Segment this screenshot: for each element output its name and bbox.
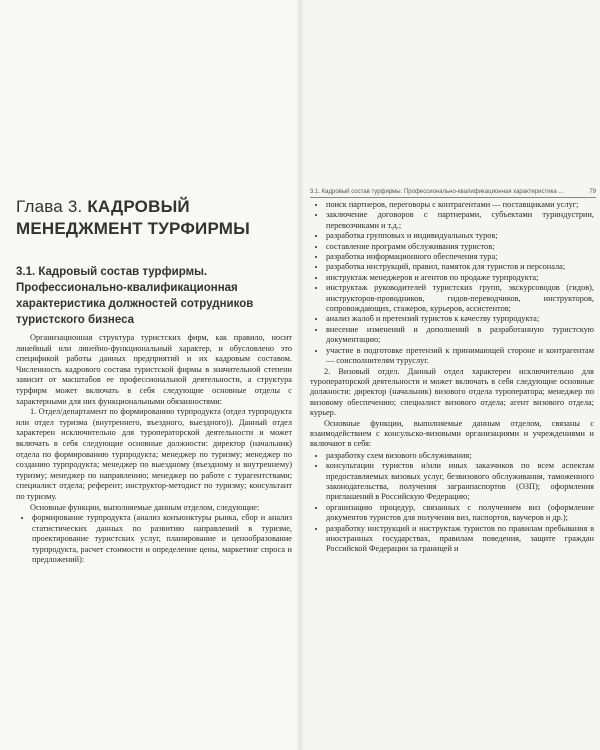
list-item: • инструктаж менеджеров и агентов по продаже турпродукта; — [326, 273, 594, 283]
list-item: • участие в подготовке претензий к принимающей стороне и контрагентам — соисполнителям туруслуг. — [326, 346, 594, 367]
chapter-title — [16, 196, 292, 240]
book-gutter — [296, 0, 304, 750]
chapter-heading: КАДРОВЫЙ МЕНЕДЖМЕНТ ТУРФИРМЫ — [16, 197, 250, 238]
section-title-line: 3.1. Кадровый состав турфирмы. — [16, 266, 208, 278]
list-item: • поиск партнеров, переговоры с контрагентами — поставщиками услуг; — [326, 200, 594, 210]
page-number: 79 — [589, 189, 596, 195]
list-item: • консультации туристов и/или иных заказчиков по всем аспектам предоставляемых визовых услуг, безвизового обслуживания, таможенного законодательства, получения загранпаспортов (ОЗП); оформления приглашений в Российскую Федерацию; — [326, 461, 594, 503]
section-title-line: характеристика должностей сотрудников — [16, 298, 254, 310]
list-item: • заключение договоров с партнерами, субъектами туриндустрии, перевозчиками и т.д.; — [326, 210, 594, 231]
paragraph: Организационная структура туристских фирм, как правило, носит линейный или линейно-функциональный характер, и обусловлено это спецификой работы данных предприятий и их кадровым составом. Численность кадрового состава туристской фирмы в значительной степени зависит от масштабов ее профессиональной деятельности, а структура турфирм может включать в себя следующие основные отделы с характерными для них функциональными обязанностями: — [16, 333, 292, 406]
left-body-text — [16, 333, 292, 566]
right-body-text — [310, 200, 594, 555]
list-item: • внесение изменений и дополнений в разработанную туристскую документацию; — [326, 325, 594, 346]
paragraph: Основные функции, выполняемые данным отделом, следующие: — [30, 502, 260, 512]
section-title — [16, 264, 292, 328]
list-item: • организацию процедур, связанных с получением виз (оформление документов туристов для получения виз, паспортов, ваучеров и др.); — [326, 503, 594, 524]
running-head — [310, 188, 596, 198]
section-title-line: Профессионально-квалификационная — [16, 282, 238, 294]
list-item: • составление программ обслуживания туристов; — [326, 242, 594, 252]
bullet-list — [16, 513, 292, 566]
list-item: • разработку инструкций и инструктаж туристов по правилам пребывания в иностранных государствах, правилам поведения, защите граждан Российской Федерации за границей и — [326, 524, 594, 555]
list-item: • разработку схем визового обслуживания; — [326, 451, 594, 461]
paragraph: 1. Отдел/департамент по формированию турпродукта (отдел турпродукта или отдел туризма (внутреннего, въездного, выездного)). Данный отдел характерен исключительно для туроператорской деятельности и может включать в себя следующие основные должности: директор (начальник) отдела по формированию турпродукта; менеджер по туризму; менеджер по созданию турпродукта; менеджер по выездному (въездному и внутреннему) туризму; менеджер по направлению; менеджер по работе с турагентствами; специалист отдела; референт; инструктор-методист по туризму; консультант по туризму. — [16, 407, 292, 501]
running-head-title: 3.1. Кадровый состав турфирмы. Профессионально-квалификационная характеристика ... — [310, 189, 564, 195]
bullet-list — [310, 200, 594, 367]
paragraph: 2. Визовый отдел. Данный отдел характерен исключительно для туроператорской деятельности и может включать в себя следующие основные должности: директор (начальник) визового отдела туроператора; менеджер по визовому обеспечению; специалист визового отдела; агент визового отдела; курьер. — [310, 366, 594, 418]
list-item: • формирование турпродукта (анализ конъюнктуры рынка, сбор и анализ статистических данных по развитию направлений в туризме, проектирование туристских услуг, планирование и ценообразование турпродукта, расчет стоимости и определение цены, маркетинг спроса и предложений): — [32, 513, 292, 566]
list-item: • разработка информационного обеспечения тура; — [326, 252, 594, 262]
bullet-list — [310, 450, 594, 555]
list-item: • разработка инструкций, правил, памяток для туристов и персонала; — [326, 262, 594, 272]
section-title-line: туристского бизнеса — [16, 314, 135, 326]
list-item: • анализ жалоб и претензий туристов к качеству турпродукта; — [326, 314, 594, 324]
list-item: • инструктаж руководителей туристских групп, экскурсоводов (гидов), инструкторов-проводников, гидов-переводчиков, инструкторов, сопровождающих, стажеров, курьеров, ассистентов; — [326, 283, 594, 314]
list-item: • разработка групповых и индивидуальных туров; — [326, 231, 594, 241]
paragraph: Основные функции, выполняемые данным отделом, связаны с взаимодействием с консульско-визовыми организациями и учреждениями и включают в себя: — [310, 418, 594, 449]
chapter-number: Глава 3. — [16, 197, 83, 216]
